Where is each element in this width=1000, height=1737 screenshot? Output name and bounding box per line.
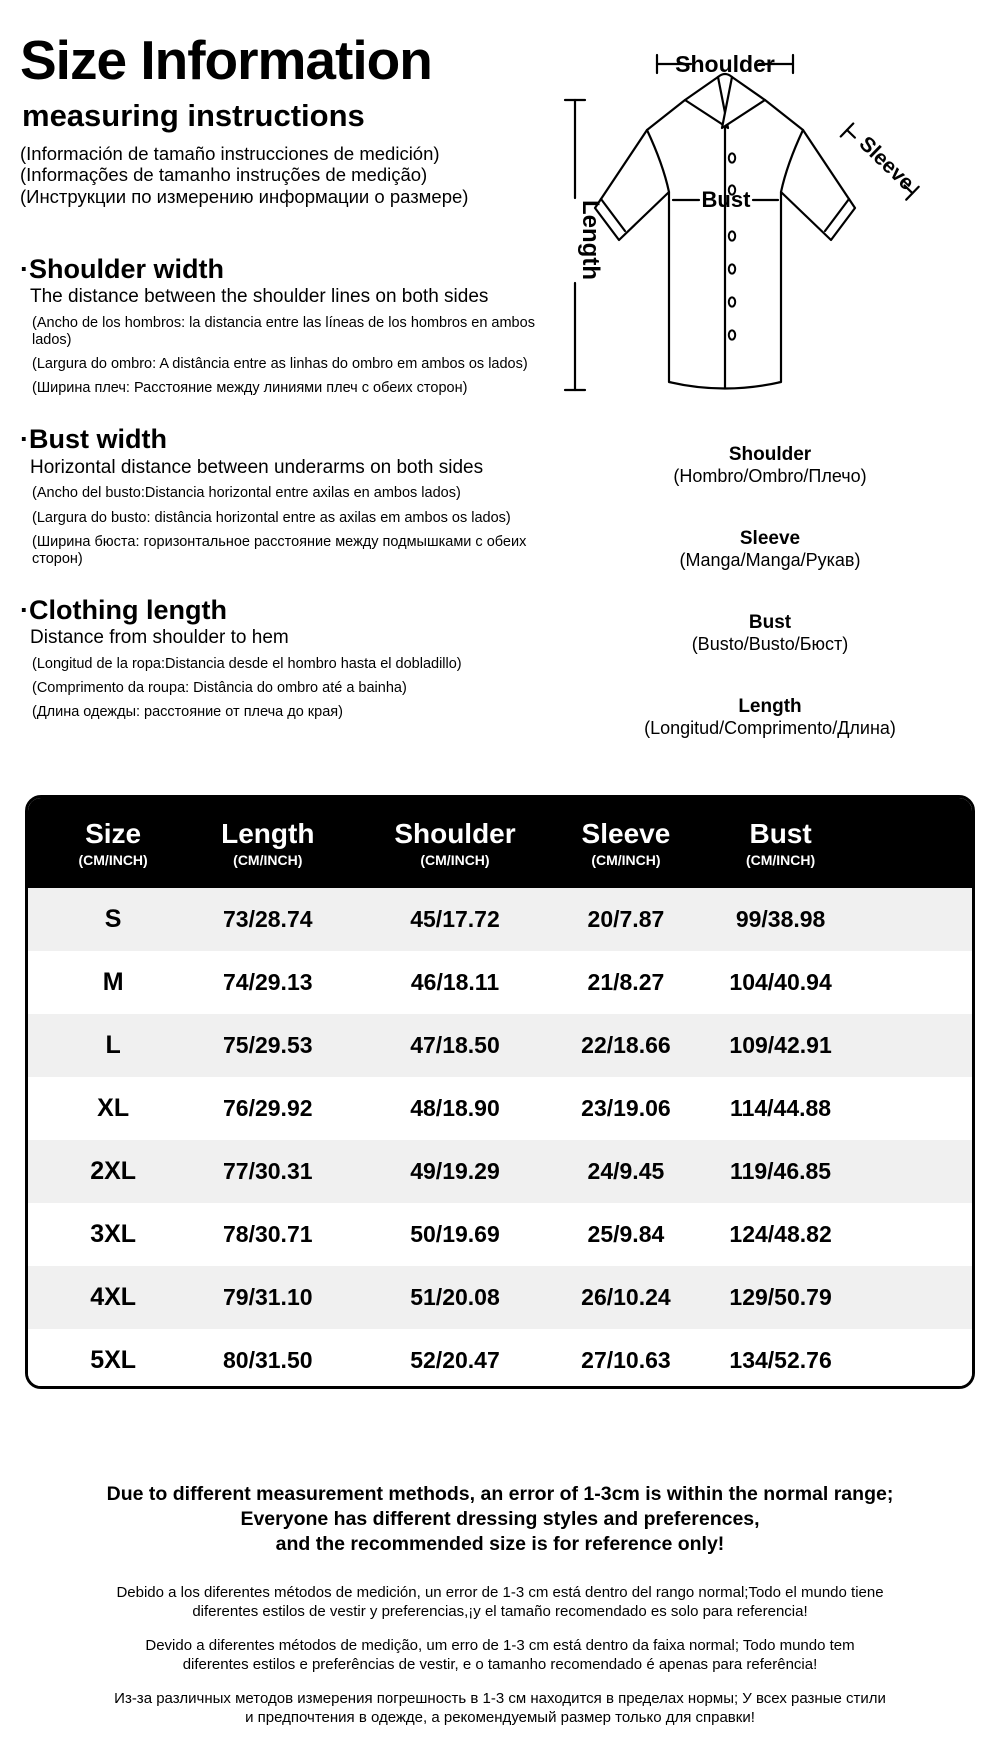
size-cell: 4XL bbox=[90, 1283, 137, 1311]
section-translation-es: (Ancho del busto:Distancia horizontal entre axilas en ambos lados) bbox=[32, 485, 461, 502]
shoulder-cell: 51/20.08 bbox=[410, 1284, 500, 1310]
disclaimer-ru: Из-за различных методов измерения погрешность в 1-3 см находится в пределах нормы; У всех разные стили и предпочтения в одежде, а рекомендуемый размер только для справки! bbox=[114, 1690, 886, 1726]
bust-measure-label: Bust bbox=[701, 187, 751, 212]
sleeve-cell: 27/10.63 bbox=[581, 1347, 671, 1373]
legend-term: Length bbox=[738, 696, 802, 717]
size-cell: L bbox=[105, 1031, 121, 1059]
sleeve-cell: 21/8.27 bbox=[587, 969, 665, 995]
table-row-3xl bbox=[28, 1203, 972, 1266]
table-header-cell-bust: Bust (CM/INCH) bbox=[745, 817, 816, 868]
page-title: Size Information bbox=[20, 29, 432, 91]
sleeve-measure-label: Sleeve bbox=[854, 132, 919, 195]
legend-term: Sleeve bbox=[739, 528, 801, 549]
shirt-outline bbox=[595, 74, 855, 389]
size-cell: 3XL bbox=[90, 1220, 137, 1248]
section-translation-ru: (Ширина бюста: горизонтальное расстояние между подмышками с обеих сторон) bbox=[32, 533, 527, 567]
section-bust-width bbox=[20, 424, 545, 568]
table-row-s bbox=[28, 888, 972, 951]
table-row-l bbox=[28, 1014, 972, 1077]
shoulder-cell: 47/18.50 bbox=[410, 1032, 500, 1058]
table-header-cell-size: Size (CM/INCH) bbox=[78, 817, 148, 868]
section-desc: Horizontal distance between underarms on both sides bbox=[30, 456, 484, 478]
length-cell: 79/31.10 bbox=[223, 1284, 313, 1310]
sleeve-cell: 26/10.24 bbox=[581, 1284, 671, 1310]
table-header-cell-sleeve: Sleeve (CM/INCH) bbox=[581, 817, 671, 868]
sleeve-cell: 23/19.06 bbox=[581, 1095, 671, 1121]
shoulder-measure-label: Shoulder bbox=[675, 51, 775, 77]
section-shoulder-width bbox=[20, 254, 545, 398]
disclaimer-en: Due to different measurement methods, an error of 1-3cm is within the normal range; Everyone has different dressing styles and preferences, and the recommended size is for reference only! bbox=[106, 1483, 894, 1555]
section-title: ·Shoulder width bbox=[20, 253, 224, 284]
table-row-xl bbox=[28, 1077, 972, 1140]
size-cell: 5XL bbox=[90, 1346, 137, 1374]
section-clothing-length bbox=[20, 595, 545, 721]
measure-legend bbox=[545, 444, 995, 739]
size-cell: M bbox=[102, 968, 124, 996]
section-translation-es: (Longitud de la ropa:Distancia desde el hombro hasta el dobladillo) bbox=[32, 656, 462, 673]
page-subtitle: measuring instructions bbox=[22, 97, 365, 133]
bust-cell: 114/44.88 bbox=[730, 1095, 832, 1121]
title-translation-pt: (Informações de tamanho instruções de medição) bbox=[20, 164, 428, 186]
disclaimer bbox=[0, 1482, 1000, 1727]
shirt-diagram-svg bbox=[545, 40, 995, 418]
legend-translation: (Busto/Busto/Бюст) bbox=[691, 634, 849, 654]
title-translation-es: (Información de tamaño instrucciones de medición) bbox=[20, 142, 440, 164]
intro-column bbox=[20, 29, 545, 721]
table-row-m bbox=[28, 951, 972, 1014]
section-translation-pt: (Comprimento da roupa: Distância do ombro até a bainha) bbox=[32, 680, 407, 697]
shoulder-cell: 49/19.29 bbox=[410, 1158, 500, 1184]
table-row-4xl bbox=[28, 1266, 972, 1329]
table-row-5xl bbox=[28, 1329, 972, 1389]
legend-shoulder bbox=[545, 444, 995, 487]
title-translations bbox=[20, 143, 545, 208]
bust-cell: 109/42.91 bbox=[729, 1032, 832, 1058]
bust-cell: 104/40.94 bbox=[729, 969, 832, 995]
length-cell: 77/30.31 bbox=[223, 1158, 313, 1184]
section-translation-es: (Ancho de los hombros: la distancia entre las líneas de los hombros en ambos lados) bbox=[32, 314, 535, 348]
legend-length bbox=[545, 696, 995, 739]
legend-translation: (Longitud/Comprimento/Длина) bbox=[644, 718, 896, 738]
sleeve-cell: 22/18.66 bbox=[581, 1032, 671, 1058]
shoulder-cell: 46/18.11 bbox=[410, 969, 500, 995]
length-cell: 75/29.53 bbox=[223, 1032, 313, 1058]
title-translation-ru: (Инструкции по измерению информации о размере) bbox=[20, 186, 469, 208]
length-cell: 73/28.74 bbox=[223, 906, 313, 932]
size-cell: XL bbox=[97, 1094, 130, 1122]
legend-bust bbox=[545, 612, 995, 655]
bust-cell: 119/46.85 bbox=[730, 1158, 832, 1184]
sleeve-cell: 20/7.87 bbox=[587, 906, 665, 932]
sleeve-cell: 24/9.45 bbox=[587, 1158, 665, 1184]
legend-sleeve bbox=[545, 528, 995, 571]
section-desc: The distance between the shoulder lines on both sides bbox=[30, 286, 489, 307]
legend-term: Shoulder bbox=[728, 444, 812, 465]
sleeve-cell: 25/9.84 bbox=[587, 1221, 665, 1247]
size-cell: 2XL bbox=[90, 1157, 137, 1185]
size-cell: S bbox=[104, 905, 122, 933]
shoulder-cell: 52/20.47 bbox=[410, 1347, 500, 1373]
section-translation-pt: (Largura do ombro: A distância entre as linhas do ombro em ambos os lados) bbox=[32, 356, 528, 373]
size-table-header bbox=[28, 798, 972, 888]
bust-cell: 129/50.79 bbox=[729, 1284, 832, 1310]
legend-translation: (Manga/Manga/Рукав) bbox=[679, 550, 861, 570]
length-cell: 76/29.92 bbox=[223, 1095, 313, 1121]
length-cell: 78/30.71 bbox=[223, 1221, 313, 1247]
disclaimer-pt: Devido a diferentes métodos de medição, um erro de 1-3 cm está dentro da faixa normal; Todo mundo tem diferentes estilos e preferências de vestir, e o tamanho recomendado é apenas para referência! bbox=[145, 1637, 855, 1673]
section-translation-ru: (Ширина плеч: Расстояние между линиями плеч с обеих сторон) bbox=[32, 380, 468, 397]
table-header-cell-length: Length (CM/INCH) bbox=[221, 817, 315, 868]
legend-translation: (Hombro/Ombro/Плечо) bbox=[673, 466, 867, 486]
length-cell: 80/31.50 bbox=[223, 1347, 313, 1373]
shirt-measure-diagram bbox=[545, 40, 995, 418]
disclaimer-es: Debido a los diferentes métodos de medición, un error de 1-3 cm está dentro del rango normal;Todo el mundo tiene diferentes estilos de vestir y preferencias,¡y el tamaño recomendado es solo para referencia! bbox=[116, 1584, 884, 1620]
section-translation-ru: (Длина одежды: расстояние от плеча до края) bbox=[32, 704, 343, 721]
bust-cell: 124/48.82 bbox=[729, 1221, 832, 1247]
length-measure-label: Length bbox=[577, 200, 604, 280]
section-desc: Distance from shoulder to hem bbox=[30, 627, 289, 649]
size-table bbox=[25, 795, 975, 1389]
shoulder-cell: 48/18.90 bbox=[410, 1095, 500, 1121]
bust-cell: 99/38.98 bbox=[735, 906, 826, 932]
length-cell: 74/29.13 bbox=[223, 969, 313, 995]
shoulder-cell: 50/19.69 bbox=[410, 1221, 500, 1247]
section-translation-pt: (Largura do busto: distância horizontal entre as axilas em ambos os lados) bbox=[32, 509, 511, 526]
table-row-2xl bbox=[28, 1140, 972, 1203]
legend-term: Bust bbox=[748, 612, 792, 633]
section-title: ·Bust width bbox=[20, 424, 167, 455]
bust-cell: 134/52.76 bbox=[729, 1347, 832, 1373]
section-title: ·Clothing length bbox=[20, 594, 227, 625]
table-header-cell-shoulder: Shoulder (CM/INCH) bbox=[394, 817, 516, 868]
shoulder-cell: 45/17.72 bbox=[410, 906, 500, 932]
